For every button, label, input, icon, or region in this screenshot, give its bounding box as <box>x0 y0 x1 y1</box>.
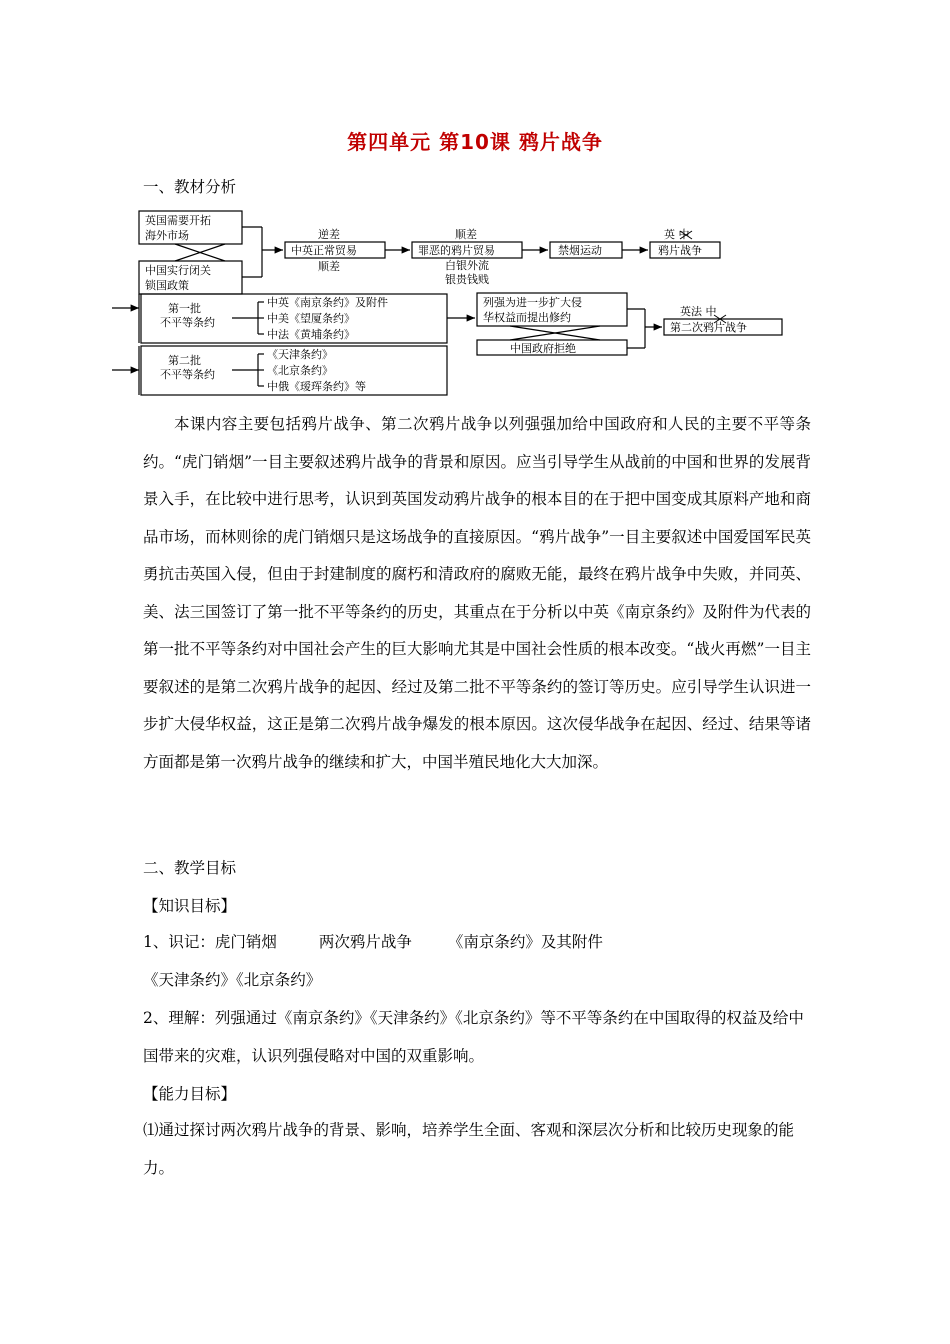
analysis-paragraph: 本课内容主要包括鸦片战争、第二次鸦片战争以列强强加给中国政府和人民的主要不平等条约。“虎门销烟”一目主要叙述鸦片战争的背景和原因。应当引导学生从战前的中国和世界的发展背景入手，在比较中进行思考，认识到英国发动鸦片战争的根本目的在于把中国变成其原料产地和商品市场，而林则徐的虎门销烟只是这场战争的直接原因。“鸦片战争”一目主要叙述中国爱国军民英勇抗击英国入侵，但由于封建制度的腐朽和清政府的腐败无能，最终在鸦片战争中失败，并同英、美、法三国签订了第一批不平等条约的历史，其重点在于分析以中英《南京条约》及附件为代表的第一批不平等条约对中国社会产生的巨大影响尤其是中国社会性质的根本改变。“战火再燃”一目主要叙述的是第二次鸦片战争的起因、经过及第二批不平等条约的签订等历史。应引导学生认识进一步扩大侵华权益，这正是第二次鸦片战争爆发的根本原因。这次侵华战争在起因、经过、结果等诸方面都是第一次鸦片战争的继续和扩大，中国半殖民地化大大加深。 <box>143 415 811 771</box>
k1-prefix: 1、识记：虎门销烟 <box>143 933 277 951</box>
label-shuncha-b: 顺差 <box>455 228 477 241</box>
box-china-line1: 中国实行闭关 <box>145 264 211 277</box>
box-china-line2: 锁国政策 <box>145 279 189 292</box>
label-shuncha-a: 顺差 <box>318 260 340 273</box>
second-treaty-1: 《天津条约》 <box>267 348 333 361</box>
box-opium-trade-label: 罪恶的鸦片贸易 <box>418 244 495 257</box>
label-britfr-china: 英法 中 <box>680 305 717 318</box>
knowledge-item-1 <box>143 924 811 999</box>
section-heading-goals: 二、教学目标 <box>143 859 237 877</box>
box-first-batch-line1: 第一批 <box>168 302 201 315</box>
section-heading-analysis: 一、教材分析 <box>143 178 237 196</box>
k1-wars: 两次鸦片战争 <box>318 933 412 951</box>
box-opium-war-label: 鸦片战争 <box>658 244 702 257</box>
k1-tianjin-beijing: 《天津条约》《北京条约》 <box>143 970 322 989</box>
first-treaty-1: 中英《南京条约》及附件 <box>267 296 388 309</box>
second-treaty-3: 中俄《瑷珲条约》等 <box>267 380 366 393</box>
box-powers-line1: 列强为进一步扩大侵 <box>483 296 582 309</box>
box-britain-line1: 英国需要开拓 <box>145 214 211 227</box>
label-silver-cheap: 银贵钱贱 <box>445 273 489 286</box>
knowledge-goals-heading: 【知识目标】 <box>143 897 237 915</box>
ability-item-1: ⑴通过探讨两次鸦片战争的背景、影响，培养学生全面、客观和深层次分析和比较历史现象的能力。 <box>143 1121 795 1177</box>
box-first-batch-line2: 不平等条约 <box>160 316 215 329</box>
flow-diagram <box>0 205 950 405</box>
k1-nanjing: 《南京条约》及其附件 <box>447 933 603 951</box>
second-treaty-2: 《北京条约》 <box>267 364 333 377</box>
label-britain-china: 英 中 <box>664 228 690 241</box>
page-title: 第四单元 第10课 鸦片战争 <box>347 130 603 154</box>
box-britain-line2: 海外市场 <box>145 229 189 242</box>
box-normal-trade-label: 中英正常贸易 <box>291 244 357 257</box>
box-second-batch-line1: 第二批 <box>168 354 201 367</box>
box-second-war-label: 第二次鸦片战争 <box>670 321 747 334</box>
box-second-batch-line2: 不平等条约 <box>160 368 215 381</box>
label-silver-out: 白银外流 <box>445 259 489 272</box>
first-treaty-2: 中美《望厦条约》 <box>267 312 355 325</box>
box-powers-line2: 华权益而提出修约 <box>483 311 571 324</box>
label-nicha: 逆差 <box>318 228 340 241</box>
box-ban-smoking-label: 禁烟运动 <box>558 244 602 257</box>
first-treaty-3: 中法《黄埔条约》 <box>267 328 355 341</box>
box-gov-refuse-label: 中国政府拒绝 <box>510 342 576 355</box>
knowledge-item-2: 2、理解：列强通过《南京条约》《天津条约》《北京条约》等不平等条约在中国取得的权益及给中国带来的灾难，认识列强侵略对中国的双重影响。 <box>143 1009 804 1065</box>
ability-goals-heading: 【能力目标】 <box>143 1085 237 1103</box>
